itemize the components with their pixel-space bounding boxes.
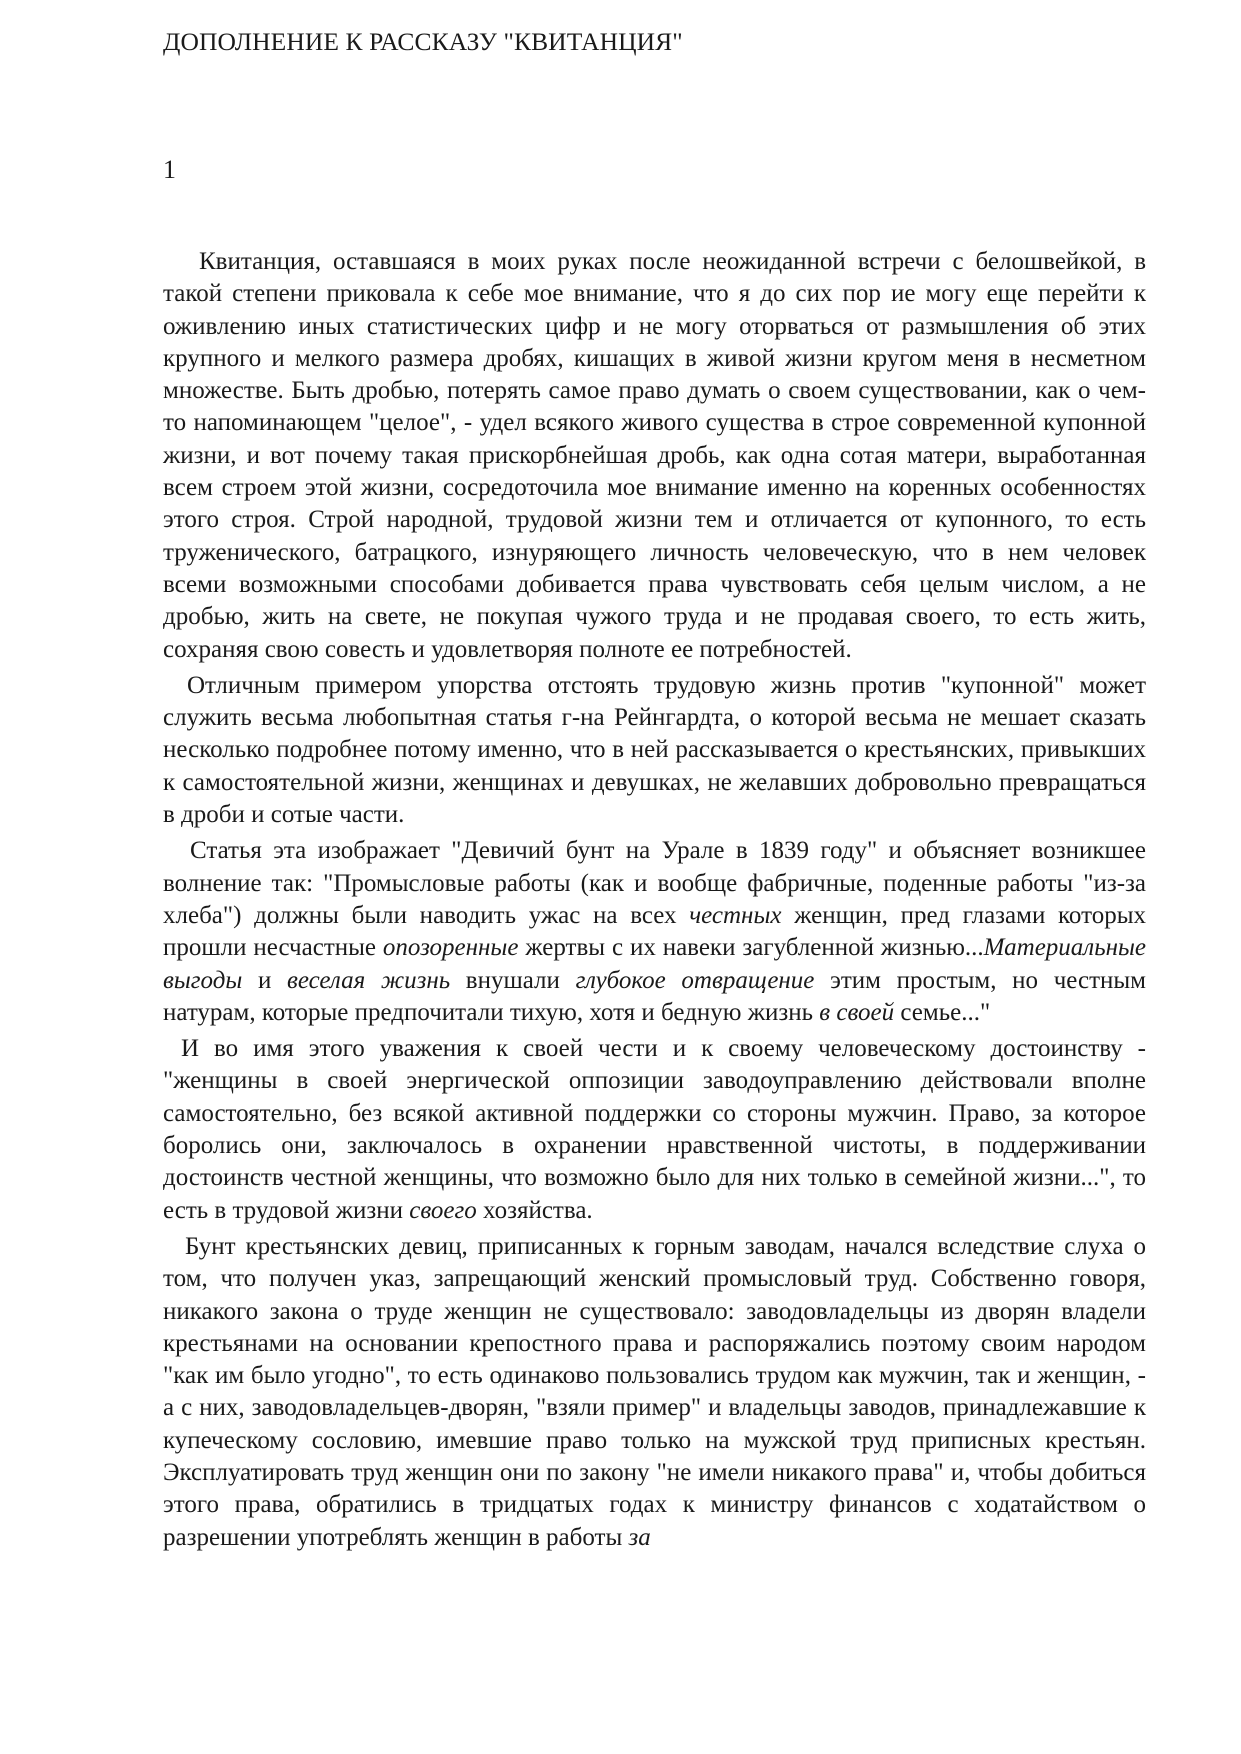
paragraph-3-italic-6: в своей bbox=[819, 998, 895, 1026]
paragraph-3-text-6: этим простым, но честным натурам, которые предпочитали тихую, хотя и бедную жизнь bbox=[163, 966, 1146, 1026]
paragraph-3-text-5: внушали bbox=[450, 966, 576, 994]
paragraph-2: Отличным примером упорства отстоять трудовую жизнь против "купонной" может служить весьма любопытная статья г-на Рейнгардта, о которой весьма не мешает сказать несколько подробнее потому именно, что в ней рассказывается о крестьянских, привыкших к самостоятельной жизни, женщинах и девушках, не желавших добровольно превращаться в дроби и сотые части. bbox=[163, 671, 1146, 829]
chapter-number: 1 bbox=[163, 155, 176, 184]
paragraph-3 bbox=[163, 835, 1146, 1029]
paragraph-4-text-1: И во имя этого уважения к своей чести и к своему человеческому достоинству - "женщины в своей энергической оппозиции заводоуправлению действовали вполне самостоятельно, без всякой активной поддержки со стороны мужчин. Право, за которое боролись они, заключалось в охранении нравственной чистоты, в поддерживании достоинств честной женщины, что возможно было для них только в семейной жизни...", то есть в трудовой жизни bbox=[163, 1035, 1146, 1224]
paragraph-5 bbox=[163, 1231, 1146, 1554]
paragraph-1: Квитанция, оставшаяся в моих руках после неожиданной встречи с белошвейкой, в такой степени приковала к себе мое внимание, что я до сих пор ие могу еще перейти к оживлению иных статистических цифр и не могу оторваться от размышления об этих крупного и мелкого размера дробях, кишащих в живой жизни кругом меня в несметном множестве. Быть дробью, потерять самое право думать о своем существовании, как о чем-то напоминающем "целое", - удел всякого живого существа в строе современной купонной жизни, и вот почему такая прискорбнейшая дробь, как одна сотая матери, выработанная всем строем этой жизни, сосредоточила мое внимание именно на коренных особенностях этого строя. Строй народной, трудовой жизни тем и отличается от купонного, то есть труженического, батрацкого, изнуряющего личность человеческую, что в нем человек всеми возможными способами добивается права чувствовать себя целым числом, а не дробью, жить на свете, не покупая чужого труда и не продавая своего, то есть жить, сохраняя свою совесть и удовлетворяя полноте ее потребностей. bbox=[163, 248, 1146, 663]
paragraph-3-text-2: женщин, пред глазами которых прошли несчастные bbox=[163, 901, 1146, 962]
body-text bbox=[163, 246, 1146, 1554]
paragraph-3-text-1: Статья эта изображает "Девичий бунт на Урале в 1839 году" и объясняет возникшее волнение так: "Промысловые работы (как и вообще фабричные, поденные работы "из-за хлеба") должны были наводить ужас на всех bbox=[163, 837, 1146, 929]
paragraph-4-text-2: хозяйства. bbox=[476, 1196, 593, 1224]
paragraph-3-text-4: и bbox=[242, 966, 287, 994]
paragraph-3-italic-5: глубокое отвращение bbox=[575, 966, 815, 994]
paragraph-3-italic-3: Материальные выгоды bbox=[163, 934, 1147, 994]
document-title: ДОПОЛНЕНИЕ К РАССКАЗУ "КВИТАНЦИЯ" bbox=[163, 27, 683, 56]
paragraph-4 bbox=[163, 1033, 1146, 1227]
paragraph-5-italic-1: за bbox=[628, 1523, 651, 1551]
paragraph-3-text-7: семье..." bbox=[894, 998, 991, 1026]
paragraph-5-text-1: Бунт крестьянских девиц, приписанных к горным заводам, начался вследствие слуха о том, что получен указ, запрещающий женский промысловый труд. Собственно говоря, никакого закона о труде женщин не существовало: заводовладельцы из дворян владели крестьянами на основании крепостного права и распоряжались поэтому своим народом "как им было угодно", то есть одинаково пользовались трудом как мужчин, так и женщин, - а с них, заводовладельцев-дворян, "взяли пример" и владельцы заводов, принадлежавшие к купеческому сословию, имевшие право только на мужской труд приписных крестьян. Эксплуатировать труд женщин они по закону "не имели никакого права" и, чтобы добиться этого права, обратились в тридцатых годах к министру финансов с ходатайством о разрешении употреблять женщин в работы bbox=[163, 1232, 1146, 1551]
paragraph-4-italic-1: своего bbox=[409, 1196, 477, 1224]
paragraph-3-text-3: жертвы с их навеки загубленной жизнью... bbox=[518, 934, 984, 962]
paragraph-3-italic-2: опозоренные bbox=[382, 934, 519, 962]
paragraph-3-italic-4: веселая жизнь bbox=[287, 966, 451, 994]
paragraph-3-italic-1: честных bbox=[689, 901, 782, 929]
